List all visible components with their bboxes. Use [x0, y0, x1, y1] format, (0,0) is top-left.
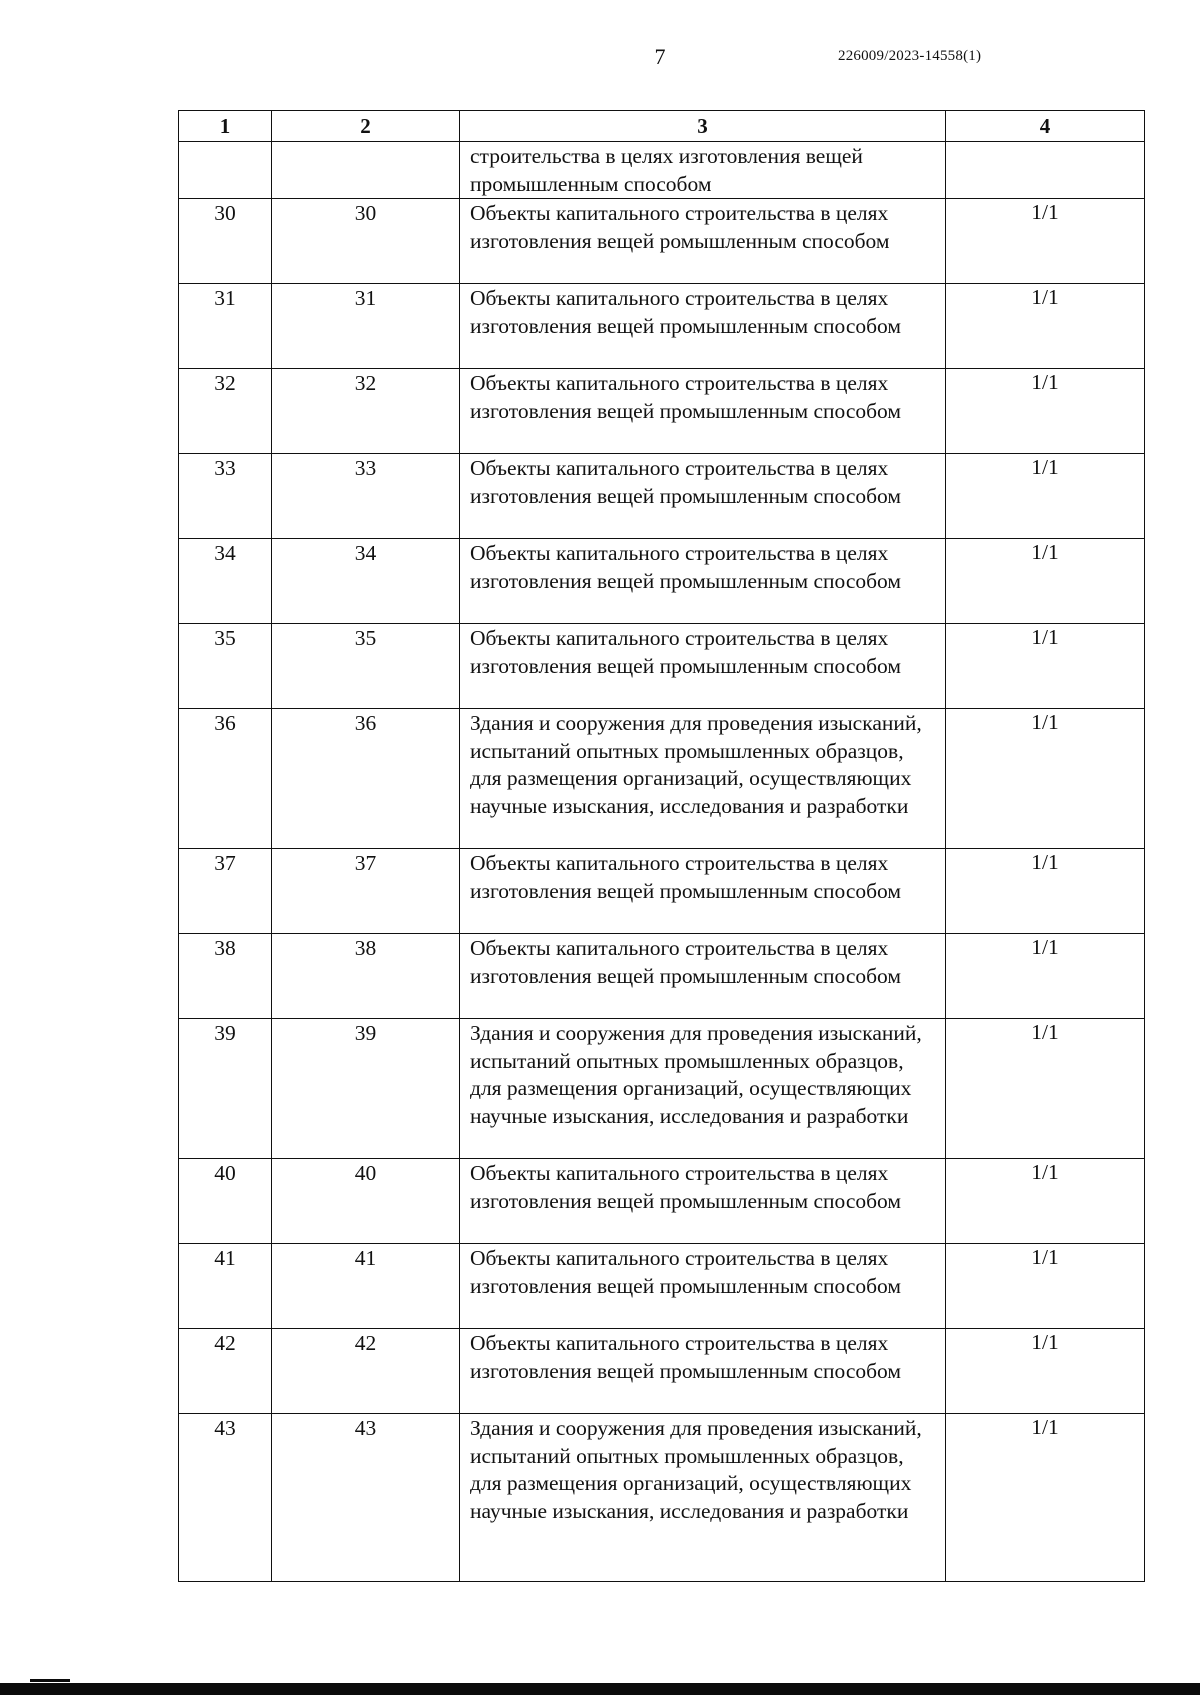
table-cell-number-2: 39 [272, 1019, 460, 1159]
table-header-row [179, 111, 1145, 142]
table-row [179, 1019, 1145, 1159]
table-cell-description: строительства в целях изготовления вещей промышленным способом [460, 142, 946, 199]
table-cell-share: 1/1 [946, 454, 1145, 539]
continuation-row [179, 142, 1145, 199]
table-cell-number-1: 33 [179, 454, 272, 539]
page-number: 7 [654, 44, 666, 69]
table-cell-number-1: 31 [179, 284, 272, 369]
table-cell-number-2: 40 [272, 1159, 460, 1244]
table-cell-share: 1/1 [946, 369, 1145, 454]
column-header-4: 4 [946, 111, 1145, 142]
table-cell-description: Объекты капитального строительства в целях изготовления вещей промышленным способом [460, 1159, 946, 1244]
table-cell-number-2: 43 [272, 1414, 460, 1582]
table-cell-number-2: 31 [272, 284, 460, 369]
table-cell-share: 1/1 [946, 1019, 1145, 1159]
table-cell-number-1: 32 [179, 369, 272, 454]
table-row [179, 624, 1145, 709]
table-body [179, 199, 1145, 1582]
table-cell-description: Здания и сооружения для проведения изысканий, испытаний опытных промышленных образцов, для размещения организаций, осуществляющих научные изыскания, исследования и разработки [460, 1019, 946, 1159]
registry-table [178, 110, 1145, 1582]
table-cell-share: 1/1 [946, 1159, 1145, 1244]
table-cell-share: 1/1 [946, 1329, 1145, 1414]
column-header-2: 2 [272, 111, 460, 142]
table-cell-share: 1/1 [946, 199, 1145, 284]
table-cell-number-1: 43 [179, 1414, 272, 1582]
table-cell-number-1: 38 [179, 934, 272, 1019]
table-cell-description: Объекты капитального строительства в целях изготовления вещей промышленным способом [460, 369, 946, 454]
table-row [179, 454, 1145, 539]
table-cell-number-2: 33 [272, 454, 460, 539]
table-cell-description: Объекты капитального строительства в целях изготовления вещей промышленным способом [460, 284, 946, 369]
table-cell-share: 1/1 [946, 709, 1145, 849]
table-cell-number-1: 36 [179, 709, 272, 849]
table-row [179, 284, 1145, 369]
table-row [179, 849, 1145, 934]
table-row [179, 369, 1145, 454]
table-row [179, 1159, 1145, 1244]
table-cell-number-2: 36 [272, 709, 460, 849]
table-cell-empty [179, 142, 272, 199]
table-cell-description: Объекты капитального строительства в целях изготовления вещей промышленным способом [460, 624, 946, 709]
table-cell-share: 1/1 [946, 934, 1145, 1019]
scan-artifact-line [30, 1679, 70, 1682]
table-cell-number-2: 30 [272, 199, 460, 284]
table-cell-number-1: 42 [179, 1329, 272, 1414]
table-row [179, 539, 1145, 624]
table-cell-number-1: 40 [179, 1159, 272, 1244]
table-cell-number-2: 35 [272, 624, 460, 709]
table-row [179, 1244, 1145, 1329]
table-cell-number-1: 30 [179, 199, 272, 284]
table-cell-share: 1/1 [946, 284, 1145, 369]
table-cell-number-1: 39 [179, 1019, 272, 1159]
table-row [179, 1414, 1145, 1582]
table-cell-number-1: 37 [179, 849, 272, 934]
table-cell-number-2: 41 [272, 1244, 460, 1329]
table-row [179, 1329, 1145, 1414]
table-cell-description: Объекты капитального строительства в целях изготовления вещей промышленным способом [460, 1244, 946, 1329]
table-cell-empty [946, 142, 1145, 199]
table-cell-share: 1/1 [946, 624, 1145, 709]
table-cell-share: 1/1 [946, 1244, 1145, 1329]
document-id: 226009/2023-14558(1) [838, 48, 982, 64]
table-cell-description: Объекты капитального строительства в целях изготовления вещей промышленным способом [460, 849, 946, 934]
table-cell-number-1: 41 [179, 1244, 272, 1329]
table-cell-description: Объекты капитального строительства в целях изготовления вещей промышленным способом [460, 934, 946, 1019]
table-cell-number-1: 35 [179, 624, 272, 709]
table-cell-share: 1/1 [946, 539, 1145, 624]
table-cell-description: Объекты капитального строительства в целях изготовления вещей ромышленным способом [460, 199, 946, 284]
table-cell-number-2: 32 [272, 369, 460, 454]
registry-table-container [178, 110, 1144, 1582]
table-cell-number-1: 34 [179, 539, 272, 624]
table-cell-number-2: 38 [272, 934, 460, 1019]
table-cell-description: Объекты капитального строительства в целях изготовления вещей промышленным способом [460, 1329, 946, 1414]
column-header-3: 3 [460, 111, 946, 142]
scan-bottom-edge [0, 1683, 1200, 1695]
table-cell-description: Объекты капитального строительства в целях изготовления вещей промышленным способом [460, 454, 946, 539]
table-cell-number-2: 37 [272, 849, 460, 934]
table-cell-description: Здания и сооружения для проведения изысканий, испытаний опытных промышленных образцов, для размещения организаций, осуществляющих научные изыскания, исследования и разработки [460, 1414, 946, 1582]
table-cell-number-2: 34 [272, 539, 460, 624]
table-cell-share: 1/1 [946, 1414, 1145, 1582]
table-row [179, 199, 1145, 284]
table-row [179, 934, 1145, 1019]
table-row [179, 709, 1145, 849]
column-header-1: 1 [179, 111, 272, 142]
table-cell-share: 1/1 [946, 849, 1145, 934]
table-cell-number-2: 42 [272, 1329, 460, 1414]
table-cell-empty [272, 142, 460, 199]
table-cell-description: Здания и сооружения для проведения изысканий, испытаний опытных промышленных образцов, для размещения организаций, осуществляющих научные изыскания, исследования и разработки [460, 709, 946, 849]
table-cell-description: Объекты капитального строительства в целях изготовления вещей промышленным способом [460, 539, 946, 624]
